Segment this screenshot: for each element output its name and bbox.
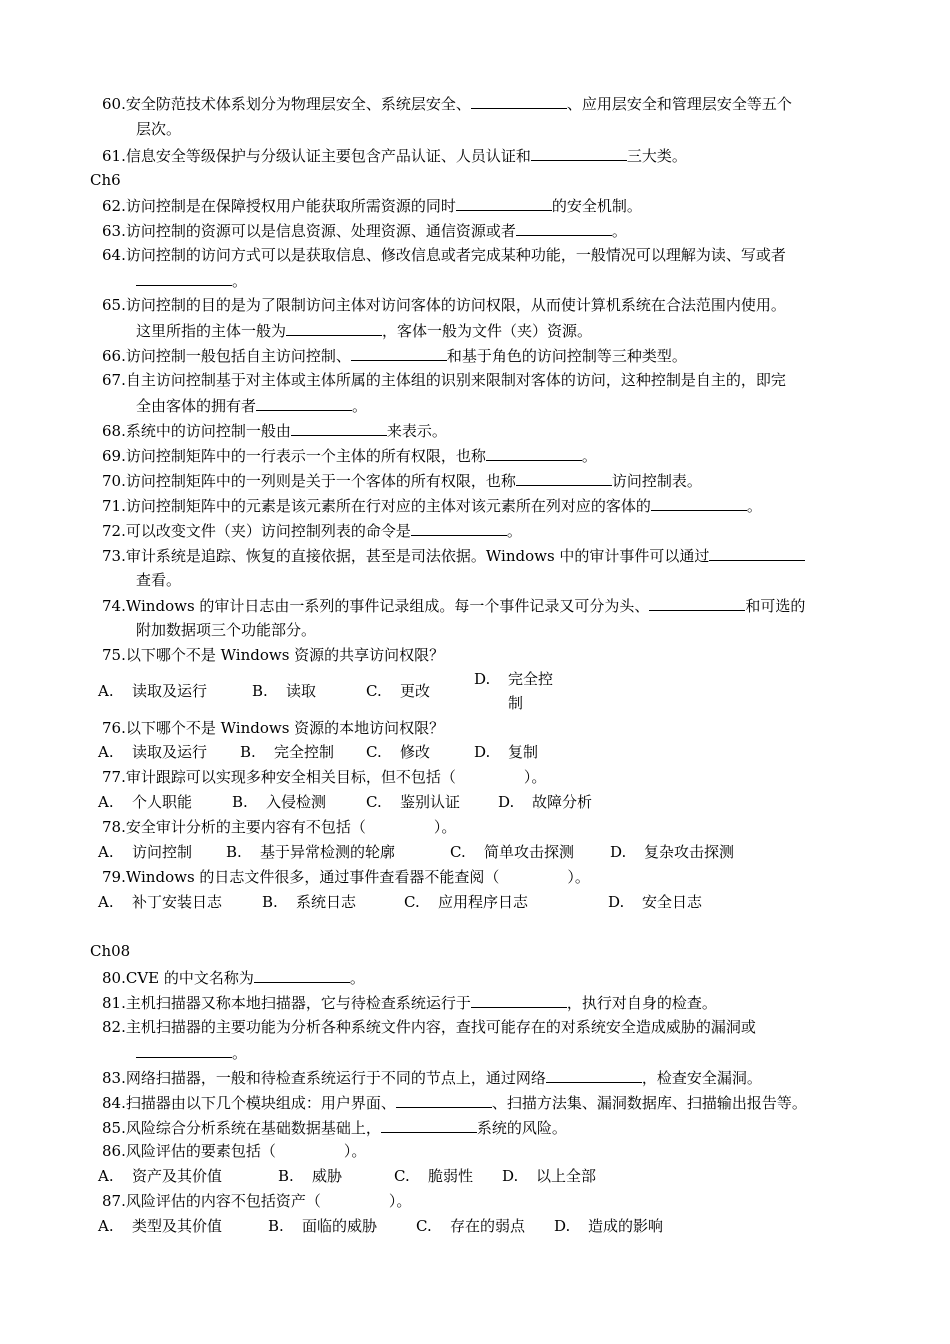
option-c-text: 应用程序日志: [438, 893, 529, 911]
question-82: 82.主机扫描器的主要功能为分析各种系统文件内容，查找可能存在的对系统安全造成威胁的漏洞或: [102, 1018, 756, 1036]
option-c-text: 修改: [400, 743, 431, 761]
question-76: 76.以下哪个不是 Windows 资源的本地访问权限？: [102, 719, 445, 737]
question-68: 68.系统中的访问控制一般由 来表示。: [102, 422, 447, 440]
question-63: 63.访问控制的资源可以是信息资源、处理资源、通信资源或者 。: [102, 222, 627, 240]
answer-blank: [351, 346, 447, 361]
option-d-label: D.: [474, 743, 491, 761]
option-d-label: D.: [608, 893, 625, 911]
option-c-label: C.: [404, 893, 420, 911]
option-c-text: 简单攻击探测: [484, 843, 575, 861]
answer-blank: [381, 1118, 477, 1133]
answer-blank: [649, 596, 745, 611]
option-d-label: D.: [498, 793, 515, 811]
option-c-text: 更改: [400, 682, 431, 700]
option-a-text: 读取及运行: [132, 743, 208, 761]
answer-blank: [136, 271, 232, 286]
option-c-text: 脆弱性: [428, 1167, 474, 1185]
option-c-label: C.: [394, 1167, 410, 1185]
question-81: 81.主机扫描器又称本地扫描器，它与待检查系统运行于 ，执行对自身的检查。: [102, 994, 717, 1012]
question-80: 80.CVE 的中文名称为 。: [102, 969, 365, 987]
question-85: 85.风险综合分析系统在基础数据基础上， 系统的风险。: [102, 1119, 567, 1137]
answer-blank: [486, 446, 582, 461]
answer-blank: [254, 968, 350, 983]
option-b-label: B.: [240, 743, 256, 761]
option-a-label: A.: [98, 893, 114, 911]
option-d-label: D.: [502, 1167, 519, 1185]
answer-blank: [396, 1093, 492, 1108]
option-c-label: C.: [450, 843, 466, 861]
question-71: 71.访问控制矩阵中的元素是该元素所在行对应的主体对该元素所在列对应的客体的 。: [102, 497, 762, 515]
option-b-text: 系统日志: [296, 893, 357, 911]
option-d-text: 复杂攻击探测: [644, 843, 735, 861]
answer-blank: [456, 196, 552, 211]
option-b-label: B.: [252, 682, 268, 700]
question-73: 73.审计系统是追踪、恢复的直接依据，甚至是司法依据。Windows 中的审计事件可以通过: [102, 546, 805, 565]
option-d-text: 完全控: [508, 670, 554, 688]
answer-blank: [286, 321, 382, 336]
answer-blank: [546, 1068, 642, 1083]
question-61: 61.信息安全等级保护与分级认证主要包含产品认证、人员认证和 三大类。: [102, 147, 687, 165]
question-65: 65.访问控制的目的是为了限制访问主体对访问客体的访问权限，从而使计算机系统在合法范围内使用。: [102, 296, 786, 314]
question-66: 66.访问控制一般包括自主访问控制、 和基于角色的访问控制等三种类型。: [102, 347, 687, 365]
option-d-text: 以上全部: [536, 1167, 597, 1185]
option-a-text: 资产及其价值: [132, 1167, 223, 1185]
answer-blank: [531, 146, 627, 161]
option-a-text: 类型及其价值: [132, 1217, 223, 1235]
question-83: 83.网络扫描器，一般和待检查系统运行于不同的节点上，通过网络 ，检查安全漏洞。: [102, 1069, 762, 1087]
option-c-text: 存在的弱点: [450, 1217, 526, 1235]
option-b-label: B.: [232, 793, 248, 811]
option-a-label: A.: [98, 843, 114, 861]
question-86: 86.风险评估的要素包括（ ）。: [102, 1142, 367, 1160]
question-67-cont: 全由客体的拥有者 。: [136, 397, 368, 415]
option-d-text: 复制: [508, 743, 539, 761]
option-a-text: 访问控制: [132, 843, 193, 861]
answer-blank: [411, 521, 507, 536]
question-64: 64.访问控制的访问方式可以是获取信息、修改信息或者完成某种功能，一般情况可以理解为读、写或者: [102, 246, 786, 264]
question-60: 60.安全防范技术体系划分为物理层安全、系统层安全、 、应用层安全和管理层安全等五个: [102, 95, 792, 113]
option-d-text: 安全日志: [642, 893, 703, 911]
option-d-text: 造成的影响: [588, 1217, 664, 1235]
option-d-text-cont: 制: [508, 694, 524, 712]
option-d-label: D.: [554, 1217, 571, 1235]
option-b-label: B.: [262, 893, 278, 911]
question-77: 77.审计跟踪可以实现多种安全相关目标，但不包括（ ）。: [102, 768, 547, 786]
option-c-label: C.: [366, 682, 382, 700]
question-79: 79.Windows 的日志文件很多，通过事件查看器不能查阅（ ）。: [102, 868, 590, 886]
question-62: 62.访问控制是在保障授权用户能获取所需资源的同时 的安全机制。: [102, 197, 642, 215]
option-d-text: 故障分析: [532, 793, 593, 811]
option-a-text: 个人职能: [132, 793, 193, 811]
question-82-cont: 。: [136, 1043, 247, 1062]
section-heading-ch08: Ch08: [90, 942, 131, 960]
answer-blank: [291, 421, 387, 436]
question-73-cont: 查看。: [136, 571, 182, 589]
option-c-label: C.: [366, 743, 382, 761]
option-a-label: A.: [98, 1167, 114, 1185]
answer-blank: [516, 221, 612, 236]
question-70: 70.访问控制矩阵中的一列则是关于一个客体的所有权限，也称 访问控制表。: [102, 472, 702, 490]
question-65-cont: 这里所指的主体一般为 ，客体一般为文件（夹）资源。: [136, 322, 593, 340]
option-b-label: B.: [268, 1217, 284, 1235]
question-64-cont: 。: [136, 271, 247, 290]
question-74-cont: 附加数据项三个功能部分。: [136, 621, 317, 639]
option-c-text: 鉴别认证: [400, 793, 461, 811]
answer-blank: [136, 1043, 232, 1058]
answer-blank: [651, 496, 747, 511]
option-a-text: 读取及运行: [132, 682, 208, 700]
option-b-text: 入侵检测: [266, 793, 327, 811]
option-a-label: A.: [98, 1217, 114, 1235]
answer-blank: [516, 471, 612, 486]
question-67: 67.自主访问控制基于对主体或主体所属的主体组的识别来限制对客体的访问，这种控制是自主的，即完: [102, 371, 786, 389]
question-78: 78.安全审计分析的主要内容有不包括（ ）。: [102, 818, 457, 836]
option-c-label: C.: [366, 793, 382, 811]
option-b-text: 基于异常检测的轮廓: [260, 843, 396, 861]
question-84: 84.扫描器由以下几个模块组成：用户界面、 、扫描方法集、漏洞数据库、扫描输出报告等。: [102, 1094, 807, 1112]
option-c-label: C.: [416, 1217, 432, 1235]
question-74: 74.Windows 的审计日志由一系列的事件记录组成。每一个事件记录又可分为头、 和可选的: [102, 597, 806, 615]
answer-blank: [471, 993, 567, 1008]
option-a-label: A.: [98, 682, 114, 700]
option-a-label: A.: [98, 743, 114, 761]
option-a-label: A.: [98, 793, 114, 811]
option-b-text: 威胁: [312, 1167, 343, 1185]
option-b-label: B.: [226, 843, 242, 861]
question-75: 75.以下哪个不是 Windows 资源的共享访问权限？: [102, 646, 445, 664]
option-d-label: D.: [610, 843, 627, 861]
answer-blank: [709, 546, 805, 561]
question-72: 72.可以改变文件（夹）访问控制列表的命令是 。: [102, 522, 522, 540]
option-b-label: B.: [278, 1167, 294, 1185]
option-b-text: 读取: [286, 682, 317, 700]
option-d-label: D.: [474, 670, 491, 688]
question-69: 69.访问控制矩阵中的一行表示一个主体的所有权限，也称 。: [102, 447, 597, 465]
answer-blank: [471, 94, 567, 109]
section-heading-ch6: Ch6: [90, 171, 121, 189]
option-b-text: 完全控制: [274, 743, 335, 761]
option-a-text: 补丁安装日志: [132, 893, 223, 911]
question-60-cont: 层次。: [136, 120, 182, 138]
option-b-text: 面临的威胁: [302, 1217, 378, 1235]
answer-blank: [256, 396, 352, 411]
question-87: 87.风险评估的内容不包括资产（ ）。: [102, 1192, 412, 1210]
